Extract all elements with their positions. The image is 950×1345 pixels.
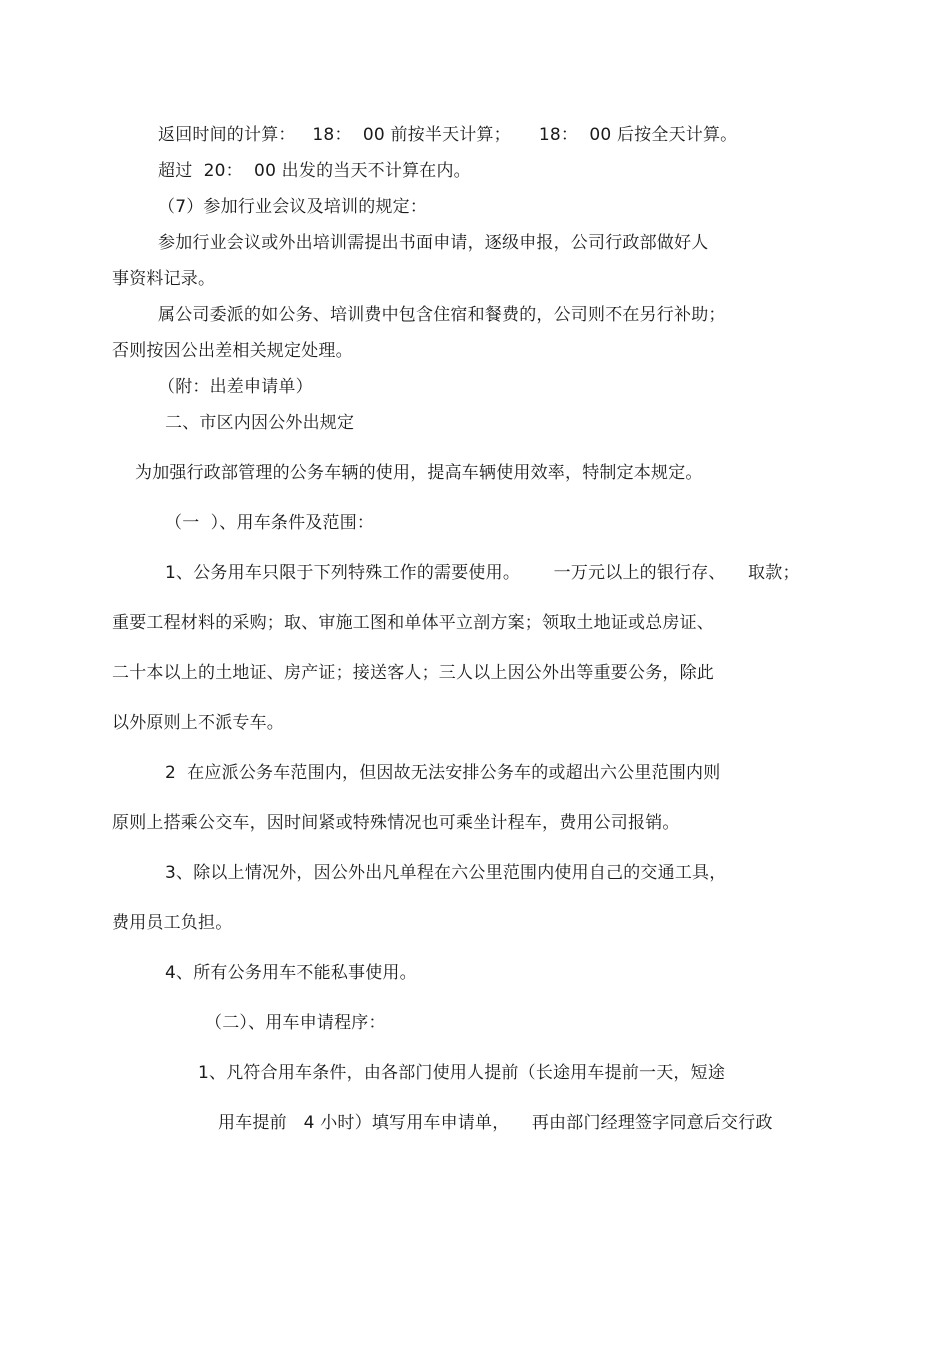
text-line-item-4: 4、所有公务用车不能私事使用。 xyxy=(165,963,417,983)
text-line-records: 事资料记录。 xyxy=(112,269,216,289)
text-line-procedure-1-cont: 用车提前 4 小时）填写用车申请单， 再由部门经理签字同意后交行政 xyxy=(218,1113,773,1133)
text-line-item-3: 3、除以上情况外，因公外出凡单程在六公里范围内使用自己的交通工具， xyxy=(165,863,727,883)
text-line-item-2-cont: 原则上搭乘公交车，因时间紧或特殊情况也可乘坐计程车，费用公司报销。 xyxy=(112,813,680,833)
text-line-attachment: （附：出差申请单） xyxy=(158,377,313,397)
text-line-item-1-cont-b: 二十本以上的土地证、房产证；接送客人；三人以上因公外出等重要公务，除此 xyxy=(112,663,714,683)
text-line-company-assigned: 属公司委派的如公务、培训费中包含住宿和餐费的，公司则不在另行补助； xyxy=(158,305,726,325)
text-line-return-time: 返回时间的计算： 18： 00 前按半天计算； 18： 00 后按全天计算。 xyxy=(158,125,738,145)
text-line-heading-7: （7）参加行业会议及培训的规定： xyxy=(158,197,428,217)
text-line-item-3-cont: 费用员工负担。 xyxy=(112,913,233,933)
text-line-meeting-apply: 参加行业会议或外出培训需提出书面申请，逐级申报，公司行政部做好人 xyxy=(158,233,709,253)
section-heading-2: 二、市区内因公外出规定 xyxy=(165,413,355,433)
text-line-item-1: 1、公务用车只限于下列特殊工作的需要使用。 一万元以上的银行存、 取款； xyxy=(165,563,800,583)
subsection-heading-1: （一 ）、用车条件及范围： xyxy=(165,513,375,533)
text-line-after-20: 超过 20： 00 出发的当天不计算在内。 xyxy=(158,161,471,181)
subsection-heading-2: （二）、用车申请程序： xyxy=(205,1013,386,1033)
text-line-procedure-1: 1、凡符合用车条件，由各部门使用人提前（长途用车提前一天，短途 xyxy=(198,1063,726,1083)
text-line-item-1-cont-a: 重要工程材料的采购；取、审施工图和单体平立剖方案；领取土地证或总房证、 xyxy=(112,613,714,633)
text-line-item-2: 2 在应派公务车范围内，但因故无法安排公务车的或超出六公里范围内则 xyxy=(165,763,721,783)
text-line-item-1-cont-c: 以外原则上不派专车。 xyxy=(112,713,284,733)
text-line-purpose: 为加强行政部管理的公务车辆的使用，提高车辆使用效率，特制定本规定。 xyxy=(135,463,703,483)
text-line-otherwise: 否则按因公出差相关规定处理。 xyxy=(112,341,353,361)
